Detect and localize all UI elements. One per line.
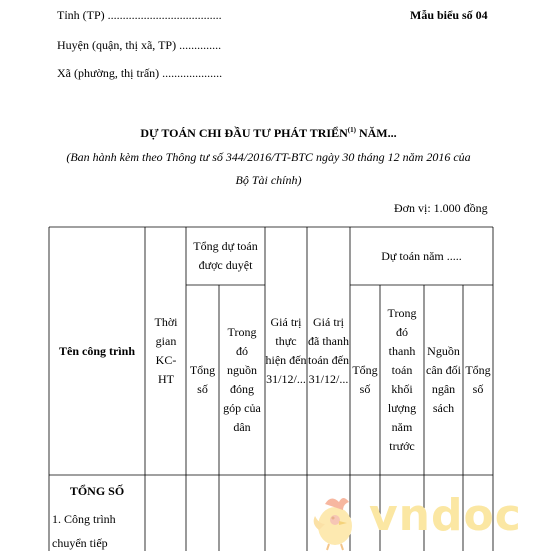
document-title: DỰ TOÁN CHI ĐẦU TƯ PHÁT TRIỂN$^{(1)}$ NĂM...: [140, 126, 397, 140]
province-line: Tỉnh (TP) ......................................: [57, 8, 222, 22]
header-approved-total: Tổng số: [189, 363, 216, 396]
header-estimate-prev-volume: Trong đó thanh toán khối lượng năm trước: [387, 306, 417, 453]
rooster-logo-icon: [305, 490, 365, 551]
header-balance-source: Nguồn cân đối ngân sách: [426, 344, 461, 415]
vndoc-watermark: [305, 490, 537, 551]
subtitle-line-1: (Ban hành kèm theo Thông tư số 344/2016/TT-BTC ngày 30 tháng 12 năm 2016 của: [66, 150, 471, 164]
header-time: Thời gian KC-HT: [154, 315, 178, 386]
form-number: Mẫu biểu số 04: [410, 8, 488, 22]
header-estimate-total: Tổng số: [352, 363, 378, 396]
header-estimate-group: Dự toán năm .....: [381, 248, 462, 263]
table-row-total: TỔNG SỐ: [69, 484, 125, 498]
header-project-name: Tên công trình: [58, 343, 135, 358]
district-line: Huyện (quận, thị xã, TP) ..............: [57, 38, 222, 52]
header-estimate-total-2: Tổng số: [465, 363, 491, 396]
header-value-paid: Giá trị đã thanh toán đến 31/12/...: [308, 315, 349, 386]
header-value-done: Giá trị thực hiện đến 31/12/...: [265, 315, 307, 386]
table-row-ongoing: 1. Công trình chuyển tiếp: [52, 512, 116, 550]
commune-line: Xã (phường, thị trấn) ....................: [57, 66, 223, 80]
header-approved-group: Tổng dự toán được duyệt: [193, 239, 258, 272]
unit-label: Đơn vị: 1.000 đồng: [394, 201, 488, 215]
watermark-text: vndoc: [369, 490, 522, 541]
subtitle-line-2: Bộ Tài chính): [235, 173, 302, 187]
header-approved-contribution: Trong đó nguồn đóng góp của dân: [223, 325, 261, 434]
